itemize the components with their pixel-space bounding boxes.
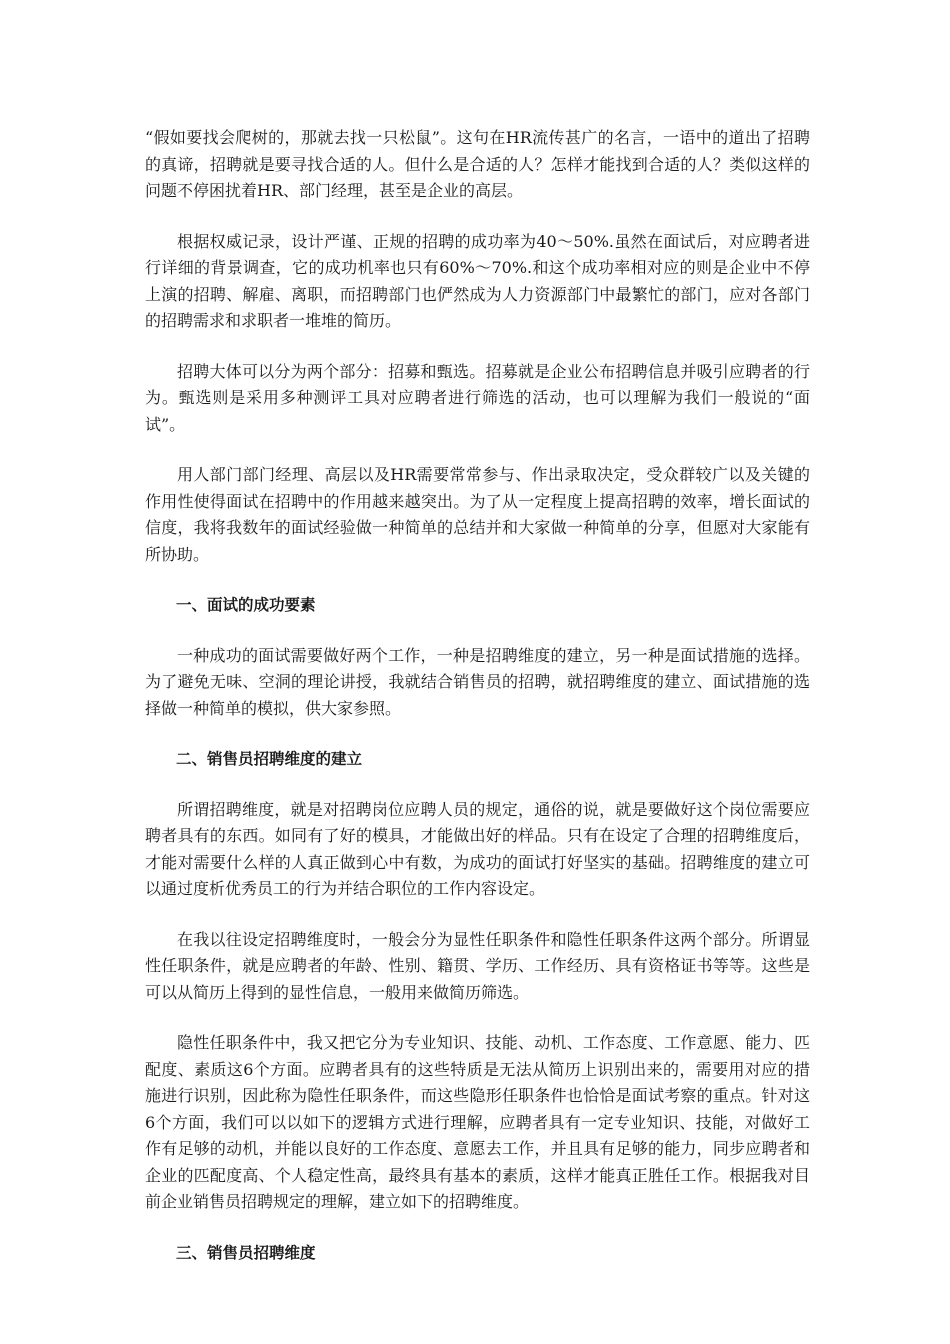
paragraph-explicit-conditions: 在我以往设定招聘维度时，一般会分为显性任职条件和隐性任职条件这两个部分。所谓显性任职条件，就是应聘者的年龄、性别、籍贯、学历、工作经历、具有资格证书等等。这些是可以从简历上得到的显性信息，一般用来做简历筛选。 [145, 929, 810, 1002]
document-body [145, 125, 810, 1290]
paragraph-success-rate: 根据权威记录，设计严谨、正规的招聘的成功率为40～50%.虽然在面试后，对应聘者进行详细的背景调查，它的成功机率也只有60%～70%.和这个成功率相对应的则是企业中不停上演的招聘、解雇、离职，而招聘部门也俨然成为人力资源部门中最繁忙的部门，应对各部门的招聘需求和求职者一堆堆的简历。 [145, 231, 810, 330]
paragraph-intro: “假如要找会爬树的，那就去找一只松鼠”。这句在HR流传甚广的名言，一语中的道出了招聘的真谛，招聘就是要寻找合适的人。但什么是合适的人？怎样才能找到合适的人？类似这样的问题不停困扰着HR、部门经理，甚至是企业的高层。 [145, 128, 810, 200]
section-heading-1: 一、面试的成功要素 [176, 596, 316, 614]
section-heading-2: 二、销售员招聘维度的建立 [176, 750, 363, 768]
paragraph-dimension-definition: 所谓招聘维度，就是对招聘岗位应聘人员的规定，通俗的说，就是要做好这个岗位需要应聘者具有的东西。如同有了好的模具，才能做出好的样品。只有在设定了合理的招聘维度后，才能对需要什么样的人真正做到心中有数，为成功的面试打好坚实的基础。招聘维度的建立可以通过度析优秀员工的行为并结合职位的工作内容设定。 [145, 799, 810, 898]
paragraph-implicit-conditions: 隐性任职条件中，我又把它分为专业知识、技能、动机、工作态度、工作意愿、能力、匹配度、素质这6个方面。应聘者具有的这些特质是无法从简历上识别出来的，需要用对应的措施进行识别，因此称为隐性任职条件，而这些隐形任职条件也恰恰是面试考察的重点。针对这6个方面，我们可以以如下的逻辑方式进行理解，应聘者具有一定专业知识、技能，对做好工作有足够的动机，并能以良好的工作态度、意愿去工作，并且具有足够的能力，同步应聘者和企业的匹配度高、个人稳定性高，最终具有基本的素质，这样才能真正胜任工作。根据我对目前企业销售员招聘规定的理解，建立如下的招聘维度。 [145, 1033, 810, 1211]
paragraph-interview-importance: 用人部门部门经理、高层以及HR需要常常参与、作出录取决定，受众群较广以及关键的作用性使得面试在招聘中的作用越来越突出。为了从一定程度上提高招聘的效率，增长面试的信度，我将我数年的面试经验做一种简单的总结并和大家做一种简单的分享，但愿对大家能有所协助。 [145, 465, 810, 564]
paragraph-success-factors: 一种成功的面试需要做好两个工作，一种是招聘维度的建立，另一种是面试措施的选择。为了避免无味、空洞的理论讲授，我就结合销售员的招聘，就招聘维度的建立、面试措施的选择做一种简单的模拟，供大家参照。 [145, 645, 810, 718]
paragraph-recruitment-parts: 招聘大体可以分为两个部分：招募和甄选。招募就是企业公布招聘信息并吸引应聘者的行为。甄选则是采用多种测评工具对应聘者进行筛选的活动，也可以理解为我们一般说的“面试”。 [145, 361, 810, 434]
section-heading-3: 三、销售员招聘维度 [176, 1243, 316, 1262]
